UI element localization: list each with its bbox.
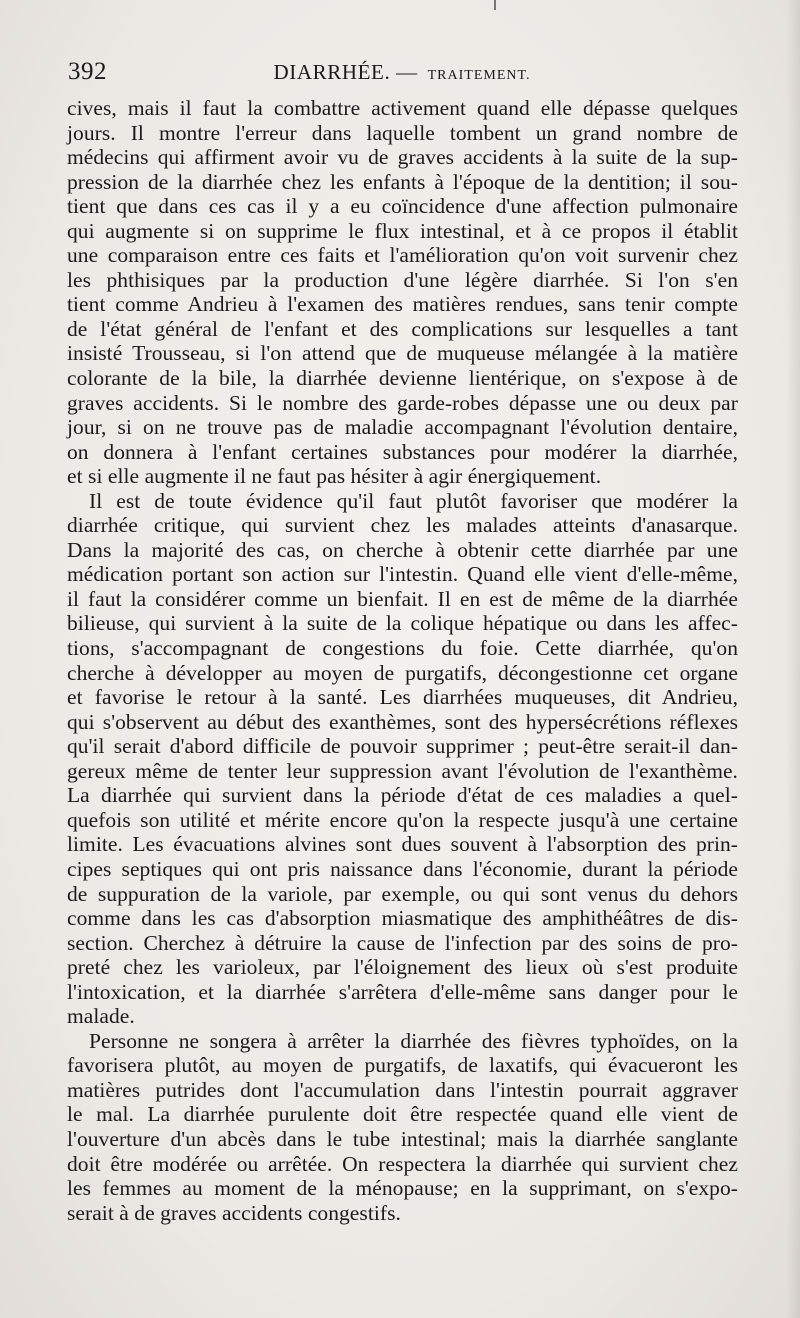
text-line: quefois son utilité et mérite encore qu'on la respecte jusqu'à une certaine bbox=[67, 807, 738, 832]
text-line: malade. bbox=[67, 1004, 135, 1029]
section-subtitle: TRAITEMENT. bbox=[427, 68, 531, 83]
text-line: l'intoxication, et la diarrhée s'arrêtera d'elle-même sans danger pour le bbox=[67, 979, 738, 1004]
running-head bbox=[68, 58, 736, 94]
body-text bbox=[67, 96, 738, 1225]
paragraph bbox=[67, 96, 738, 489]
text-line: les phthisiques par la production d'une légère diarrhée. Si l'on s'en bbox=[67, 267, 738, 292]
text-line: jour, si on ne trouve pas de maladie accompagnant l'évolution dentaire, bbox=[67, 415, 738, 440]
paragraph bbox=[67, 1029, 738, 1225]
heading-separator: — bbox=[396, 60, 418, 84]
page-number: 392 bbox=[68, 58, 107, 85]
text-line: on donnera à l'enfant certaines substances pour modérer la diarrhée, bbox=[67, 439, 738, 464]
text-line: Dans la majorité des cas, on cherche à obtenir cette diarrhée par une bbox=[67, 537, 738, 562]
chapter-title: DIARRHÉE. bbox=[273, 60, 391, 84]
text-line: tient comme Andrieu à l'examen des matières rendues, sans tenir compte bbox=[67, 292, 738, 317]
text-line: diarrhée critique, qui survient chez les malades atteints d'anasarque. bbox=[67, 513, 738, 538]
text-line: cipes septiques qui ont pris naissance dans l'économie, durant la période bbox=[67, 856, 738, 881]
text-line: tient que dans ces cas il y a eu coïncidence d'une affection pulmonaire bbox=[67, 194, 738, 219]
text-line: et favorise le retour à la santé. Les diarrhées muqueuses, dit Andrieu, bbox=[67, 685, 738, 710]
text-line: comme dans les cas d'absorption miasmatique des amphithéâtres de dis- bbox=[67, 906, 738, 931]
text-line: médication portant son action sur l'intestin. Quand elle vient d'elle-même, bbox=[67, 562, 738, 587]
text-line: tions, s'accompagnant de congestions du foie. Cette diarrhée, qu'on bbox=[67, 636, 738, 661]
text-line: cherche à développer au moyen de purgatifs, décongestionne cet organe bbox=[67, 660, 738, 685]
chapter-heading bbox=[68, 60, 736, 85]
text-line: La diarrhée qui survient dans la période d'état de ces maladies a quel- bbox=[67, 783, 738, 808]
text-line: une comparaison entre ces faits et l'amélioration qu'on voit survenir chez bbox=[67, 243, 738, 268]
text-line: matières putrides dont l'accumulation dans l'intestin pourrait aggraver bbox=[67, 1077, 738, 1102]
text-line: favorisera plutôt, au moyen de purgatifs, de laxatifs, qui évacueront les bbox=[67, 1053, 738, 1078]
text-line: de l'état général de l'enfant et des complications sur lesquelles a tant bbox=[67, 316, 738, 341]
text-line: de suppuration de la variole, par exemple, ou qui sont venus du dehors bbox=[67, 881, 738, 906]
text-line: preté chez les varioleux, par l'éloignement des lieux où s'est produite bbox=[67, 955, 738, 980]
text-line: insisté Trousseau, si l'on attend que de muqueuse mélangée à la matière bbox=[67, 341, 738, 366]
text-line: qu'il serait d'abord difficile de pouvoir supprimer ; peut-être serait-il dan- bbox=[67, 734, 738, 759]
binding-mark bbox=[494, 0, 496, 10]
text-line: et si elle augmente il ne faut pas hésiter à agir énergiquement. bbox=[67, 464, 602, 489]
text-line: Personne ne songera à arrêter la diarrhée des fièvres typhoïdes, on la bbox=[89, 1028, 738, 1053]
text-line: qui s'observent au début des exanthèmes, sont des hypersécrétions réflexes bbox=[67, 709, 738, 734]
text-line: les femmes au moment de la ménopause; en la supprimant, on s'expo- bbox=[67, 1176, 738, 1201]
paragraph bbox=[67, 489, 738, 1029]
text-line: pression de la diarrhée chez les enfants à l'époque de la dentition; il sou- bbox=[67, 169, 738, 194]
text-line: gereux même de tenter leur suppression avant l'évolution de l'exanthème. bbox=[67, 758, 738, 783]
text-line: qui augmente si on supprime le flux intestinal, et à ce propos il établit bbox=[67, 218, 738, 243]
text-line: jours. Il montre l'erreur dans laquelle tombent un grand nombre de bbox=[67, 120, 738, 145]
text-line: graves accidents. Si le nombre des garde-robes dépasse une ou deux par bbox=[67, 390, 738, 415]
text-line: colorante de la bile, la diarrhée devienne lientérique, on s'expose à de bbox=[67, 366, 738, 391]
page-edge-shadow bbox=[786, 0, 800, 1318]
text-line: l'ouverture d'un abcès dans le tube intestinal; mais la diarrhée sanglante bbox=[67, 1126, 738, 1151]
text-line: le mal. La diarrhée purulente doit être respectée quand elle vient de bbox=[67, 1102, 738, 1127]
text-line: doit être modérée ou arrêtée. On respectera la diarrhée qui survient chez bbox=[67, 1151, 738, 1176]
text-line: bilieuse, qui survient à la suite de la colique hépatique ou dans les affec- bbox=[67, 611, 738, 636]
text-line: il faut la considérer comme un bienfait. Il en est de même de la diarrhée bbox=[67, 586, 738, 611]
text-line: Il est de toute évidence qu'il faut plutôt favoriser que modérer la bbox=[89, 488, 738, 513]
text-line: médecins qui affirment avoir vu de graves accidents à la suite de la sup- bbox=[67, 145, 738, 170]
text-line: limite. Les évacuations alvines sont dues souvent à l'absorption des prin- bbox=[67, 832, 738, 857]
text-line: serait à de graves accidents congestifs. bbox=[67, 1200, 401, 1225]
text-line: section. Cherchez à détruire la cause de l'infection par des soins de pro- bbox=[67, 930, 738, 955]
text-line: cives, mais il faut la combattre activement quand elle dépasse quelques bbox=[67, 96, 738, 120]
